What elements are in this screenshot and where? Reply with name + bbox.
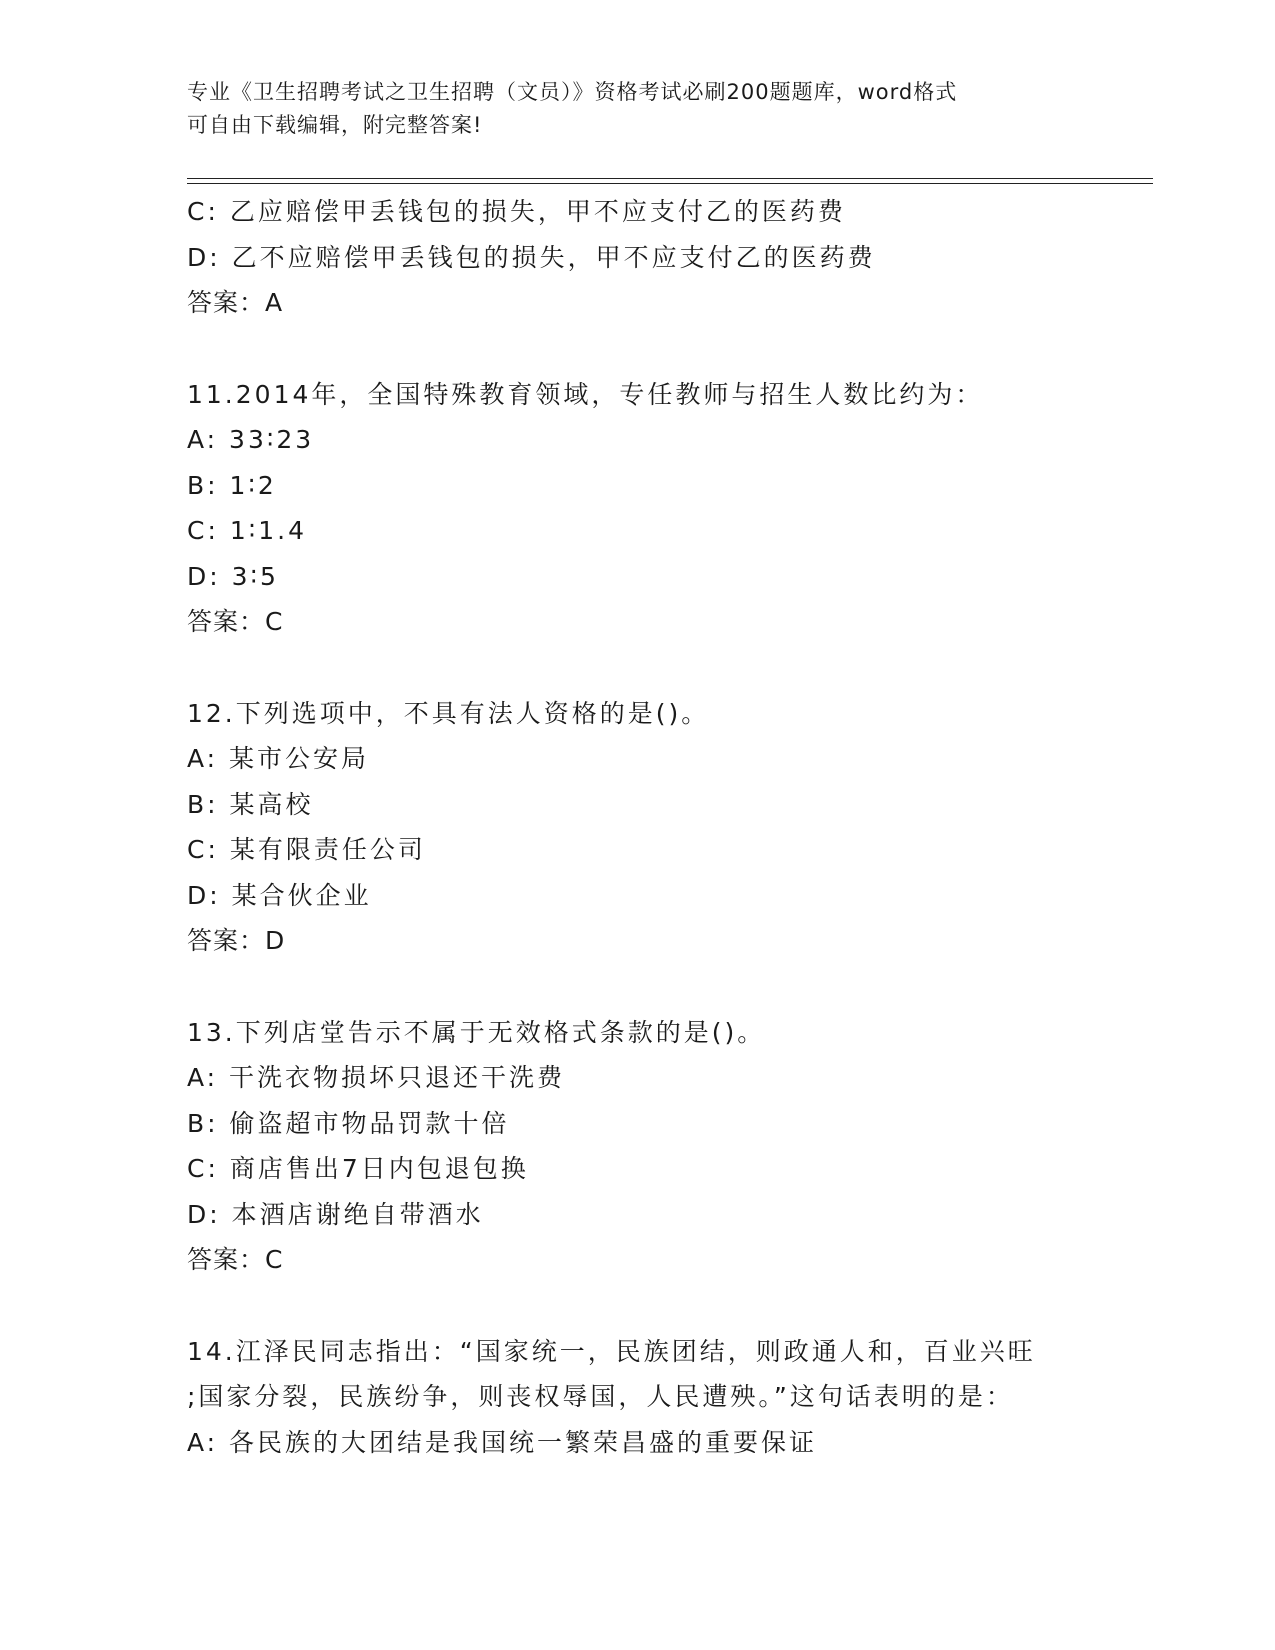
option-c: C: 某有限责任公司 <box>187 835 426 864</box>
spacer <box>187 964 1107 1010</box>
option-d: D: 某合伙企业 <box>187 880 372 910</box>
option-a: A: 干洗衣物损坏只退还干洗费 <box>187 1063 566 1092</box>
question-stem: 13.下列店堂告示不属于无效格式条款的是()。 <box>187 1017 766 1047</box>
option-b: B: 偷盗超市物品罚款十倍 <box>187 1108 510 1138</box>
option-a: A: 各民族的大团结是我国统一繁荣昌盛的重要保证 <box>187 1427 818 1457</box>
spacer <box>187 1283 1107 1329</box>
question-stem-line-2: ;国家分裂，民族纷争，则丧权辱国，人民遭殃。”这句话表明的是： <box>187 1382 1014 1411</box>
option-b: B: 1∶2 <box>187 470 277 500</box>
answer: 答案：D <box>187 926 286 955</box>
answer: 答案：C <box>187 607 284 636</box>
header-divider-bottom <box>187 183 1153 184</box>
option-b: B: 某高校 <box>187 789 314 819</box>
spacer <box>187 645 1107 691</box>
option-c: C: 商店售出7日内包退包换 <box>187 1154 529 1183</box>
question-10-continued <box>187 189 1107 326</box>
question-stem-line-1: 14.江泽民同志指出：“国家统一，民族团结，则政通人和，百业兴旺 <box>187 1336 1036 1366</box>
header-title-line-2: 可自由下载编辑，附完整答案! <box>187 113 483 137</box>
answer: 答案：C <box>187 1245 284 1274</box>
question-stem: 12.下列选项中，不具有法人资格的是()。 <box>187 698 710 728</box>
question-14 <box>187 1329 1107 1466</box>
spacer <box>187 326 1107 372</box>
option-c: C: 乙应赔偿甲丢钱包的损失，甲不应支付乙的医药费 <box>187 197 846 226</box>
document-header <box>187 76 1087 142</box>
header-divider-top <box>187 178 1153 179</box>
question-12 <box>187 691 1107 964</box>
question-13 <box>187 1010 1107 1283</box>
option-d: D: 乙不应赔偿甲丢钱包的损失，甲不应支付乙的医药费 <box>187 242 876 272</box>
answer: 答案：A <box>187 288 284 317</box>
header-title-line-1: 专业《卫生招聘考试之卫生招聘（文员）》资格考试必刷200题题库，word格式 <box>187 80 958 104</box>
question-stem: 11.2014年，全国特殊教育领域，专任教师与招生人数比约为： <box>187 379 984 409</box>
option-a: A: 某市公安局 <box>187 744 370 773</box>
option-a: A: 33∶23 <box>187 425 315 454</box>
option-d: D: 本酒店谢绝自带酒水 <box>187 1199 484 1229</box>
option-c: C: 1∶1.4 <box>187 516 307 545</box>
question-body <box>187 189 1107 1465</box>
question-11 <box>187 372 1107 645</box>
option-d: D: 3∶5 <box>187 561 279 591</box>
